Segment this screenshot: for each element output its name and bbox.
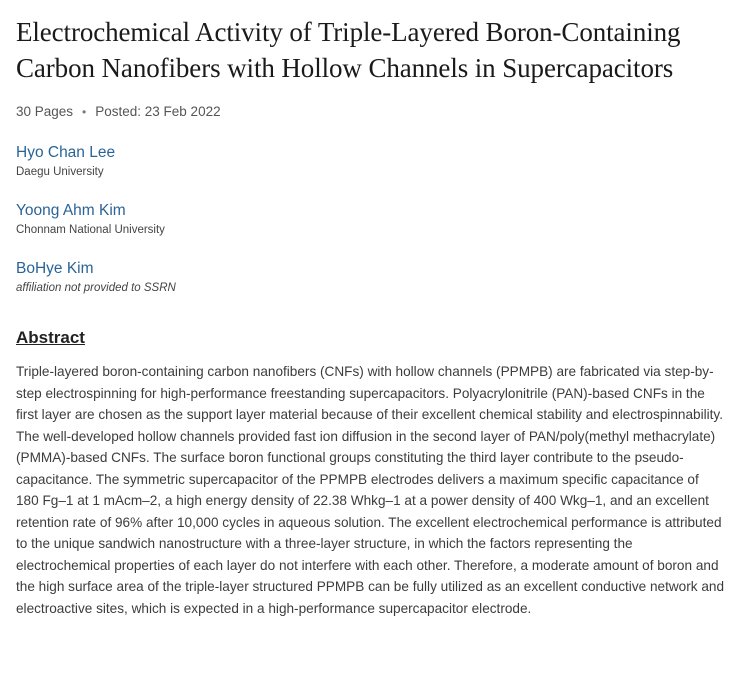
author-affiliation: affiliation not provided to SSRN <box>16 282 176 294</box>
author-name-link[interactable]: Yoong Ahm Kim <box>16 202 126 219</box>
posted-date-label: Posted: 23 Feb 2022 <box>95 104 221 119</box>
abstract-text: Triple-layered boron-containing carbon nanofibers (CNFs) with hollow channels (PPMPB) are fabricated via step-by-step electrospinning for high-performance freestanding supercapacitors. Polyacrylonitrile (PAN)-based CNFs in the first layer are chosen as the support layer material because of their excellent chemical stability and electrospinnability. The well-developed hollow channels provided fast ion diffusion in the second layer of PAN/poly(methyl methacrylate) (PMMA)-based CNFs. The surface boron functional groups constituting the third layer contribute to the pseudo-capacitance. The symmetric supercapacitor of the PPMPB electrodes delivers a maximum specific capacitance of 180 Fg–1 at 1 mAcm–2, a high energy density of 22.38 Whkg–1 at a power density of 400 Wkg–1, and an excellent retention rate of 96% after 10,000 cycles in aqueous solution. The excellent electrochemical performance is attributed to the unique sandwich nanostructure with a three-layer structure, in which the factors representing the electrochemical properties of each layer do not interfere with each other. Therefore, a moderate amount of boron and the high surface area of the triple-layer structured PPMPB can be fully utilized as an excellent conductive network and electroactive sites, which is expected in a high-performance supercapacitor electrode. <box>16 364 725 616</box>
author-affiliation: Daegu University <box>16 166 104 178</box>
paper-meta <box>16 104 725 119</box>
author-name-link[interactable]: BoHye Kim <box>16 260 94 277</box>
author-entry <box>16 201 725 238</box>
author-affiliation: Chonnam National University <box>16 224 165 236</box>
page-title: Electrochemical Activity of Triple-Layered Boron-Containing Carbon Nanofibers with Hollow Channels in Supercapacitors <box>16 17 681 83</box>
author-entry <box>16 259 725 296</box>
author-list <box>16 143 725 296</box>
author-name-link[interactable]: Hyo Chan Lee <box>16 144 116 161</box>
meta-separator-icon: • <box>82 104 87 119</box>
abstract-heading: Abstract <box>16 328 85 347</box>
author-entry <box>16 143 725 180</box>
page-count-label: 30 Pages <box>16 104 74 119</box>
